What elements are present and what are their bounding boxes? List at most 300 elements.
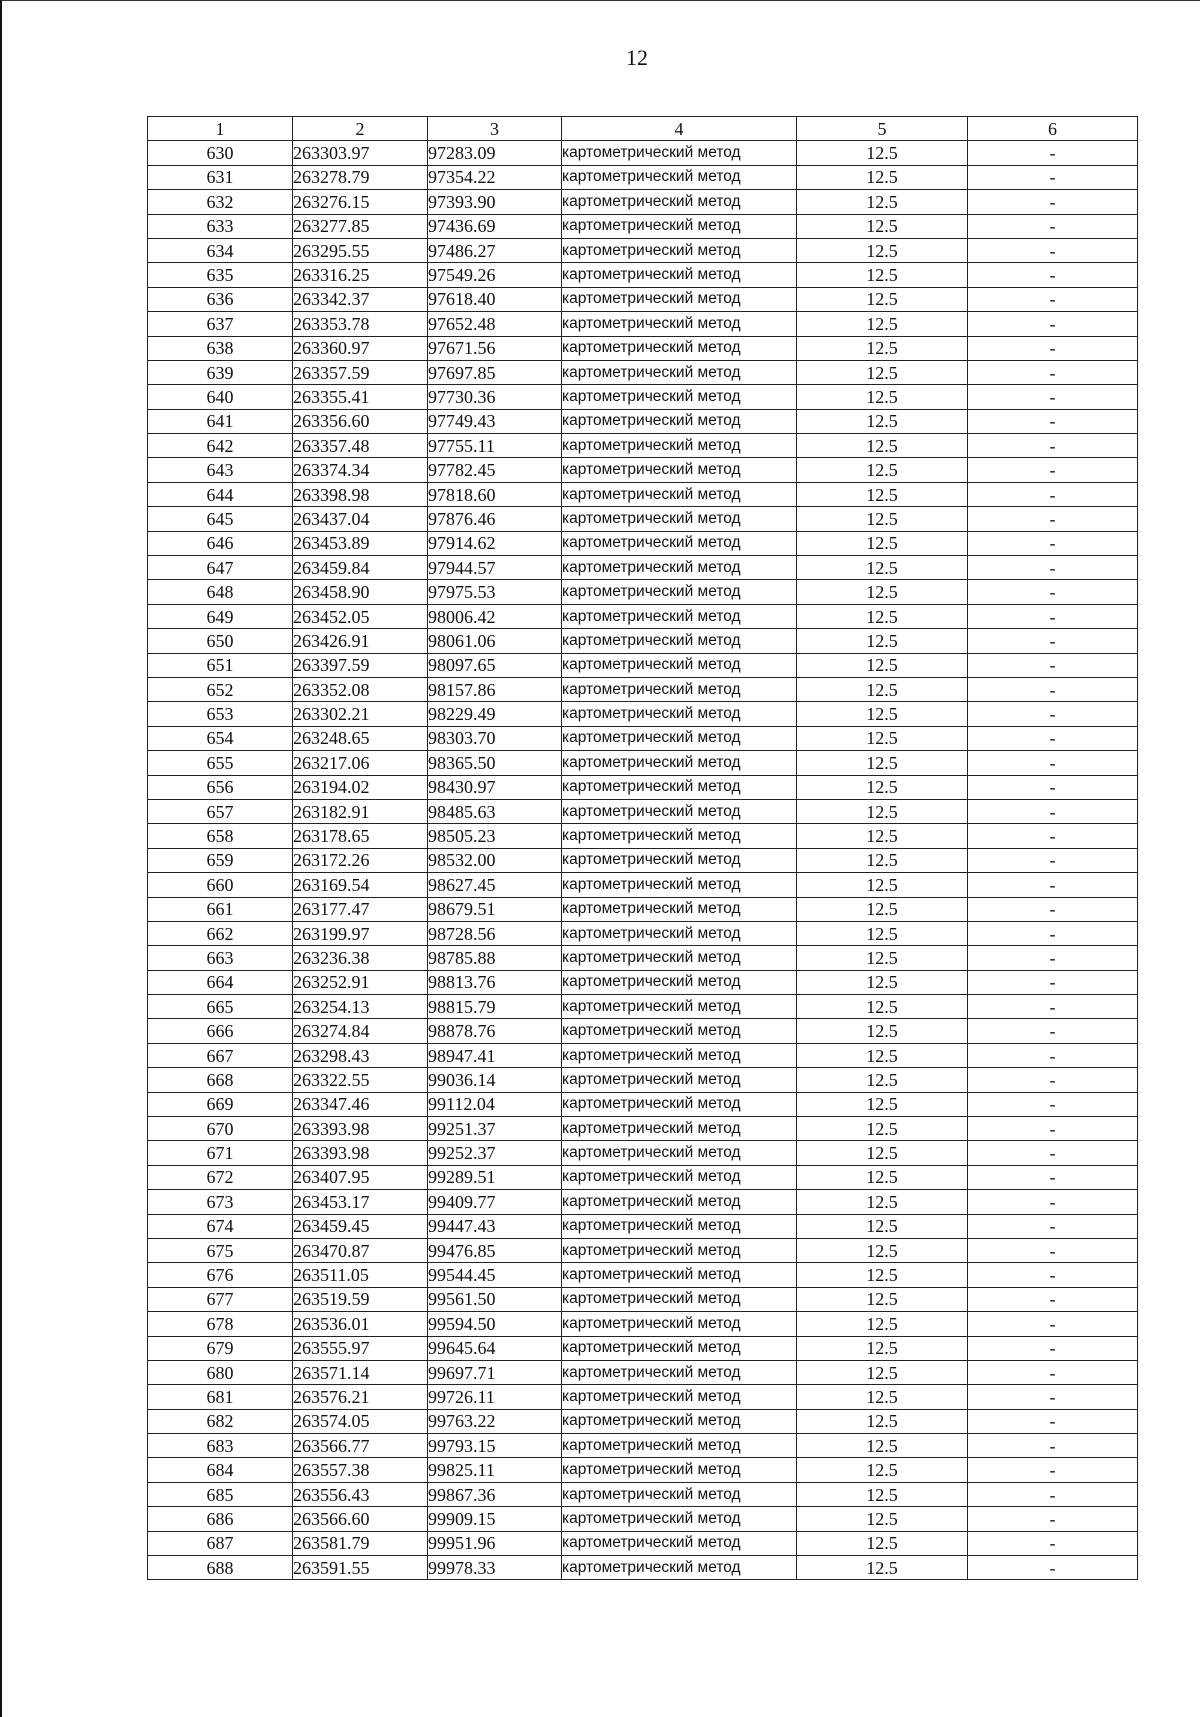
table-row — [148, 165, 1138, 189]
y-coordinate-cell: 98728.56 — [428, 921, 562, 945]
point-number-cell: 669 — [148, 1092, 293, 1116]
description-cell: - — [968, 141, 1138, 165]
description-cell: - — [968, 1531, 1138, 1555]
method-cell: картометрический метод — [562, 1556, 797, 1580]
description-cell: - — [968, 1336, 1138, 1360]
accuracy-cell: 12.5 — [797, 360, 968, 384]
description-cell: - — [968, 921, 1138, 945]
accuracy-cell: 12.5 — [797, 312, 968, 336]
x-coordinate-cell: 263398.98 — [293, 482, 428, 506]
description-cell: - — [968, 409, 1138, 433]
table-row — [148, 1068, 1138, 1092]
accuracy-cell: 12.5 — [797, 1165, 968, 1189]
x-coordinate-cell: 263303.97 — [293, 141, 428, 165]
x-coordinate-cell: 263295.55 — [293, 238, 428, 262]
y-coordinate-cell: 97730.36 — [428, 385, 562, 409]
point-number-cell: 654 — [148, 726, 293, 750]
description-cell: - — [968, 604, 1138, 628]
y-coordinate-cell: 98532.00 — [428, 848, 562, 872]
table-row — [148, 751, 1138, 775]
point-number-cell: 643 — [148, 458, 293, 482]
x-coordinate-cell: 263566.77 — [293, 1434, 428, 1458]
method-cell: картометрический метод — [562, 1214, 797, 1238]
method-cell: картометрический метод — [562, 1458, 797, 1482]
description-cell: - — [968, 434, 1138, 458]
method-cell: картометрический метод — [562, 726, 797, 750]
accuracy-cell: 12.5 — [797, 385, 968, 409]
y-coordinate-cell: 98785.88 — [428, 946, 562, 970]
x-coordinate-cell: 263452.05 — [293, 604, 428, 628]
point-number-cell: 631 — [148, 165, 293, 189]
table-row — [148, 1482, 1138, 1506]
y-coordinate-cell: 99036.14 — [428, 1068, 562, 1092]
y-coordinate-cell: 98878.76 — [428, 1019, 562, 1043]
description-cell: - — [968, 1117, 1138, 1141]
method-cell: картометрический метод — [562, 531, 797, 555]
method-cell: картометрический метод — [562, 165, 797, 189]
table-row — [148, 434, 1138, 458]
description-cell: - — [968, 775, 1138, 799]
description-cell: - — [968, 312, 1138, 336]
point-number-cell: 676 — [148, 1263, 293, 1287]
table-row — [148, 873, 1138, 897]
x-coordinate-cell: 263393.98 — [293, 1141, 428, 1165]
table-row — [148, 1117, 1138, 1141]
table-row — [148, 1263, 1138, 1287]
y-coordinate-cell: 97944.57 — [428, 556, 562, 580]
accuracy-cell: 12.5 — [797, 653, 968, 677]
table-row — [148, 507, 1138, 531]
description-cell: - — [968, 580, 1138, 604]
column-header: 6 — [968, 117, 1138, 141]
description-cell: - — [968, 848, 1138, 872]
method-cell: картометрический метод — [562, 1141, 797, 1165]
x-coordinate-cell: 263393.98 — [293, 1117, 428, 1141]
method-cell: картометрический метод — [562, 580, 797, 604]
method-cell: картометрический метод — [562, 799, 797, 823]
accuracy-cell: 12.5 — [797, 751, 968, 775]
accuracy-cell: 12.5 — [797, 1019, 968, 1043]
description-cell: - — [968, 629, 1138, 653]
column-header: 3 — [428, 117, 562, 141]
point-number-cell: 677 — [148, 1287, 293, 1311]
method-cell: картометрический метод — [562, 1165, 797, 1189]
point-number-cell: 661 — [148, 897, 293, 921]
x-coordinate-cell: 263236.38 — [293, 946, 428, 970]
method-cell: картометрический метод — [562, 995, 797, 1019]
accuracy-cell: 12.5 — [797, 1092, 968, 1116]
accuracy-cell: 12.5 — [797, 531, 968, 555]
accuracy-cell: 12.5 — [797, 1117, 968, 1141]
accuracy-cell: 12.5 — [797, 629, 968, 653]
description-cell: - — [968, 1409, 1138, 1433]
accuracy-cell: 12.5 — [797, 263, 968, 287]
method-cell: картометрический метод — [562, 238, 797, 262]
x-coordinate-cell: 263352.08 — [293, 677, 428, 701]
accuracy-cell: 12.5 — [797, 165, 968, 189]
point-number-cell: 667 — [148, 1043, 293, 1067]
point-number-cell: 640 — [148, 385, 293, 409]
table-row — [148, 1434, 1138, 1458]
column-header: 2 — [293, 117, 428, 141]
accuracy-cell: 12.5 — [797, 1141, 968, 1165]
description-cell: - — [968, 458, 1138, 482]
x-coordinate-cell: 263353.78 — [293, 312, 428, 336]
table-header-row — [148, 117, 1138, 141]
description-cell: - — [968, 653, 1138, 677]
method-cell: картометрический метод — [562, 482, 797, 506]
description-cell: - — [968, 1019, 1138, 1043]
description-cell: - — [968, 1507, 1138, 1531]
y-coordinate-cell: 99409.77 — [428, 1190, 562, 1214]
x-coordinate-cell: 263182.91 — [293, 799, 428, 823]
x-coordinate-cell: 263199.97 — [293, 921, 428, 945]
point-number-cell: 679 — [148, 1336, 293, 1360]
description-cell: - — [968, 995, 1138, 1019]
method-cell: картометрический метод — [562, 1360, 797, 1384]
table-row — [148, 848, 1138, 872]
description-cell: - — [968, 1385, 1138, 1409]
table-row — [148, 1238, 1138, 1262]
point-number-cell: 672 — [148, 1165, 293, 1189]
description-cell: - — [968, 1287, 1138, 1311]
page-number: 12 — [626, 45, 648, 70]
point-number-cell: 684 — [148, 1458, 293, 1482]
accuracy-cell: 12.5 — [797, 1312, 968, 1336]
point-number-cell: 636 — [148, 287, 293, 311]
x-coordinate-cell: 263555.97 — [293, 1336, 428, 1360]
table-row — [148, 970, 1138, 994]
coordinates-table — [147, 116, 1138, 1580]
x-coordinate-cell: 263453.89 — [293, 531, 428, 555]
method-cell: картометрический метод — [562, 653, 797, 677]
y-coordinate-cell: 99561.50 — [428, 1287, 562, 1311]
accuracy-cell: 12.5 — [797, 897, 968, 921]
y-coordinate-cell: 99645.64 — [428, 1336, 562, 1360]
x-coordinate-cell: 263276.15 — [293, 190, 428, 214]
method-cell: картометрический метод — [562, 873, 797, 897]
y-coordinate-cell: 99978.33 — [428, 1556, 562, 1580]
y-coordinate-cell: 97749.43 — [428, 409, 562, 433]
description-cell: - — [968, 751, 1138, 775]
method-cell: картометрический метод — [562, 287, 797, 311]
table-row — [148, 1092, 1138, 1116]
point-number-cell: 682 — [148, 1409, 293, 1433]
column-header: 5 — [797, 117, 968, 141]
y-coordinate-cell: 97697.85 — [428, 360, 562, 384]
y-coordinate-cell: 99544.45 — [428, 1263, 562, 1287]
point-number-cell: 644 — [148, 482, 293, 506]
table-row — [148, 629, 1138, 653]
y-coordinate-cell: 97782.45 — [428, 458, 562, 482]
accuracy-cell: 12.5 — [797, 336, 968, 360]
method-cell: картометрический метод — [562, 458, 797, 482]
point-number-cell: 635 — [148, 263, 293, 287]
description-cell: - — [968, 1141, 1138, 1165]
table-row — [148, 141, 1138, 165]
y-coordinate-cell: 97486.27 — [428, 238, 562, 262]
accuracy-cell: 12.5 — [797, 1238, 968, 1262]
description-cell: - — [968, 214, 1138, 238]
x-coordinate-cell: 263252.91 — [293, 970, 428, 994]
table-row — [148, 1019, 1138, 1043]
point-number-cell: 637 — [148, 312, 293, 336]
description-cell: - — [968, 726, 1138, 750]
description-cell: - — [968, 1043, 1138, 1067]
description-cell: - — [968, 970, 1138, 994]
description-cell: - — [968, 1360, 1138, 1384]
table-row — [148, 1336, 1138, 1360]
table-row — [148, 946, 1138, 970]
accuracy-cell: 12.5 — [797, 580, 968, 604]
method-cell: картометрический метод — [562, 897, 797, 921]
method-cell: картометрический метод — [562, 1409, 797, 1433]
point-number-cell: 656 — [148, 775, 293, 799]
table-row — [148, 190, 1138, 214]
method-cell: картометрический метод — [562, 1434, 797, 1458]
y-coordinate-cell: 99594.50 — [428, 1312, 562, 1336]
point-number-cell: 658 — [148, 824, 293, 848]
accuracy-cell: 12.5 — [797, 1531, 968, 1555]
description-cell: - — [968, 1482, 1138, 1506]
x-coordinate-cell: 263459.84 — [293, 556, 428, 580]
point-number-cell: 666 — [148, 1019, 293, 1043]
method-cell: картометрический метод — [562, 336, 797, 360]
x-coordinate-cell: 263217.06 — [293, 751, 428, 775]
y-coordinate-cell: 99252.37 — [428, 1141, 562, 1165]
accuracy-cell: 12.5 — [797, 1458, 968, 1482]
table-row — [148, 1312, 1138, 1336]
table-row — [148, 385, 1138, 409]
table-row — [148, 336, 1138, 360]
accuracy-cell: 12.5 — [797, 507, 968, 531]
x-coordinate-cell: 263355.41 — [293, 385, 428, 409]
accuracy-cell: 12.5 — [797, 434, 968, 458]
method-cell: картометрический метод — [562, 1068, 797, 1092]
description-cell: - — [968, 1238, 1138, 1262]
point-number-cell: 648 — [148, 580, 293, 604]
table-row — [148, 1531, 1138, 1555]
x-coordinate-cell: 263274.84 — [293, 1019, 428, 1043]
method-cell: картометрический метод — [562, 1531, 797, 1555]
point-number-cell: 651 — [148, 653, 293, 677]
y-coordinate-cell: 97354.22 — [428, 165, 562, 189]
table-row — [148, 1360, 1138, 1384]
y-coordinate-cell: 98303.70 — [428, 726, 562, 750]
description-cell: - — [968, 507, 1138, 531]
description-cell: - — [968, 238, 1138, 262]
table-row — [148, 287, 1138, 311]
description-cell: - — [968, 165, 1138, 189]
description-cell: - — [968, 873, 1138, 897]
accuracy-cell: 12.5 — [797, 1336, 968, 1360]
table-row — [148, 1556, 1138, 1580]
accuracy-cell: 12.5 — [797, 1287, 968, 1311]
table-row — [148, 360, 1138, 384]
accuracy-cell: 12.5 — [797, 458, 968, 482]
y-coordinate-cell: 99447.43 — [428, 1214, 562, 1238]
method-cell: картометрический метод — [562, 677, 797, 701]
x-coordinate-cell: 263458.90 — [293, 580, 428, 604]
point-number-cell: 653 — [148, 702, 293, 726]
point-number-cell: 649 — [148, 604, 293, 628]
accuracy-cell: 12.5 — [797, 799, 968, 823]
y-coordinate-cell: 97652.48 — [428, 312, 562, 336]
method-cell: картометрический метод — [562, 263, 797, 287]
accuracy-cell: 12.5 — [797, 1263, 968, 1287]
point-number-cell: 675 — [148, 1238, 293, 1262]
accuracy-cell: 12.5 — [797, 946, 968, 970]
table-row — [148, 1043, 1138, 1067]
description-cell: - — [968, 1068, 1138, 1092]
table-row — [148, 799, 1138, 823]
description-cell: - — [968, 702, 1138, 726]
accuracy-cell: 12.5 — [797, 970, 968, 994]
point-number-cell: 647 — [148, 556, 293, 580]
point-number-cell: 655 — [148, 751, 293, 775]
accuracy-cell: 12.5 — [797, 1409, 968, 1433]
point-number-cell: 662 — [148, 921, 293, 945]
y-coordinate-cell: 99289.51 — [428, 1165, 562, 1189]
y-coordinate-cell: 98627.45 — [428, 873, 562, 897]
description-cell: - — [968, 336, 1138, 360]
y-coordinate-cell: 98679.51 — [428, 897, 562, 921]
x-coordinate-cell: 263453.17 — [293, 1190, 428, 1214]
x-coordinate-cell: 263374.34 — [293, 458, 428, 482]
accuracy-cell: 12.5 — [797, 1214, 968, 1238]
y-coordinate-cell: 99697.71 — [428, 1360, 562, 1384]
x-coordinate-cell: 263277.85 — [293, 214, 428, 238]
method-cell: картометрический метод — [562, 507, 797, 531]
column-header: 4 — [562, 117, 797, 141]
description-cell: - — [968, 190, 1138, 214]
accuracy-cell: 12.5 — [797, 141, 968, 165]
x-coordinate-cell: 263169.54 — [293, 873, 428, 897]
x-coordinate-cell: 263574.05 — [293, 1409, 428, 1433]
point-number-cell: 633 — [148, 214, 293, 238]
y-coordinate-cell: 98006.42 — [428, 604, 562, 628]
x-coordinate-cell: 263519.59 — [293, 1287, 428, 1311]
method-cell: картометрический метод — [562, 1190, 797, 1214]
accuracy-cell: 12.5 — [797, 726, 968, 750]
method-cell: картометрический метод — [562, 702, 797, 726]
point-number-cell: 660 — [148, 873, 293, 897]
point-number-cell: 634 — [148, 238, 293, 262]
method-cell: картометрический метод — [562, 1043, 797, 1067]
y-coordinate-cell: 99726.11 — [428, 1385, 562, 1409]
y-coordinate-cell: 97618.40 — [428, 287, 562, 311]
y-coordinate-cell: 99825.11 — [428, 1458, 562, 1482]
y-coordinate-cell: 97876.46 — [428, 507, 562, 531]
method-cell: картометрический метод — [562, 775, 797, 799]
x-coordinate-cell: 263556.43 — [293, 1482, 428, 1506]
accuracy-cell: 12.5 — [797, 190, 968, 214]
accuracy-cell: 12.5 — [797, 482, 968, 506]
method-cell: картометрический метод — [562, 214, 797, 238]
method-cell: картометрический метод — [562, 190, 797, 214]
y-coordinate-cell: 99112.04 — [428, 1092, 562, 1116]
accuracy-cell: 12.5 — [797, 824, 968, 848]
table-row — [148, 482, 1138, 506]
accuracy-cell: 12.5 — [797, 1507, 968, 1531]
y-coordinate-cell: 98097.65 — [428, 653, 562, 677]
method-cell: картометрический метод — [562, 604, 797, 628]
point-number-cell: 686 — [148, 1507, 293, 1531]
x-coordinate-cell: 263322.55 — [293, 1068, 428, 1092]
x-coordinate-cell: 263581.79 — [293, 1531, 428, 1555]
method-cell: картометрический метод — [562, 556, 797, 580]
y-coordinate-cell: 99793.15 — [428, 1434, 562, 1458]
x-coordinate-cell: 263437.04 — [293, 507, 428, 531]
y-coordinate-cell: 98157.86 — [428, 677, 562, 701]
x-coordinate-cell: 263248.65 — [293, 726, 428, 750]
method-cell: картометрический метод — [562, 1482, 797, 1506]
method-cell: картометрический метод — [562, 1019, 797, 1043]
point-number-cell: 671 — [148, 1141, 293, 1165]
point-number-cell: 646 — [148, 531, 293, 555]
x-coordinate-cell: 263178.65 — [293, 824, 428, 848]
method-cell: картометрический метод — [562, 1336, 797, 1360]
table-row — [148, 458, 1138, 482]
accuracy-cell: 12.5 — [797, 1482, 968, 1506]
y-coordinate-cell: 98947.41 — [428, 1043, 562, 1067]
method-cell: картометрический метод — [562, 434, 797, 458]
accuracy-cell: 12.5 — [797, 1190, 968, 1214]
x-coordinate-cell: 263357.59 — [293, 360, 428, 384]
x-coordinate-cell: 263470.87 — [293, 1238, 428, 1262]
point-number-cell: 659 — [148, 848, 293, 872]
description-cell: - — [968, 1092, 1138, 1116]
accuracy-cell: 12.5 — [797, 775, 968, 799]
description-cell: - — [968, 1263, 1138, 1287]
point-number-cell: 673 — [148, 1190, 293, 1214]
description-cell: - — [968, 287, 1138, 311]
y-coordinate-cell: 97755.11 — [428, 434, 562, 458]
table-row — [148, 677, 1138, 701]
table-row — [148, 702, 1138, 726]
point-number-cell: 670 — [148, 1117, 293, 1141]
method-cell: картометрический метод — [562, 970, 797, 994]
table-row — [148, 995, 1138, 1019]
table-row — [148, 1141, 1138, 1165]
column-header: 1 — [148, 117, 293, 141]
accuracy-cell: 12.5 — [797, 1043, 968, 1067]
x-coordinate-cell: 263356.60 — [293, 409, 428, 433]
method-cell: картометрический метод — [562, 946, 797, 970]
accuracy-cell: 12.5 — [797, 848, 968, 872]
accuracy-cell: 12.5 — [797, 409, 968, 433]
description-cell: - — [968, 1214, 1138, 1238]
description-cell: - — [968, 556, 1138, 580]
x-coordinate-cell: 263397.59 — [293, 653, 428, 677]
y-coordinate-cell: 99763.22 — [428, 1409, 562, 1433]
table-row — [148, 409, 1138, 433]
accuracy-cell: 12.5 — [797, 214, 968, 238]
method-cell: картометрический метод — [562, 409, 797, 433]
accuracy-cell: 12.5 — [797, 995, 968, 1019]
point-number-cell: 681 — [148, 1385, 293, 1409]
description-cell: - — [968, 482, 1138, 506]
x-coordinate-cell: 263172.26 — [293, 848, 428, 872]
table-body — [148, 141, 1138, 1580]
description-cell: - — [968, 1190, 1138, 1214]
method-cell: картометрический метод — [562, 921, 797, 945]
table-row — [148, 1165, 1138, 1189]
description-cell: - — [968, 1312, 1138, 1336]
method-cell: картометрический метод — [562, 1287, 797, 1311]
point-number-cell: 630 — [148, 141, 293, 165]
description-cell: - — [968, 897, 1138, 921]
